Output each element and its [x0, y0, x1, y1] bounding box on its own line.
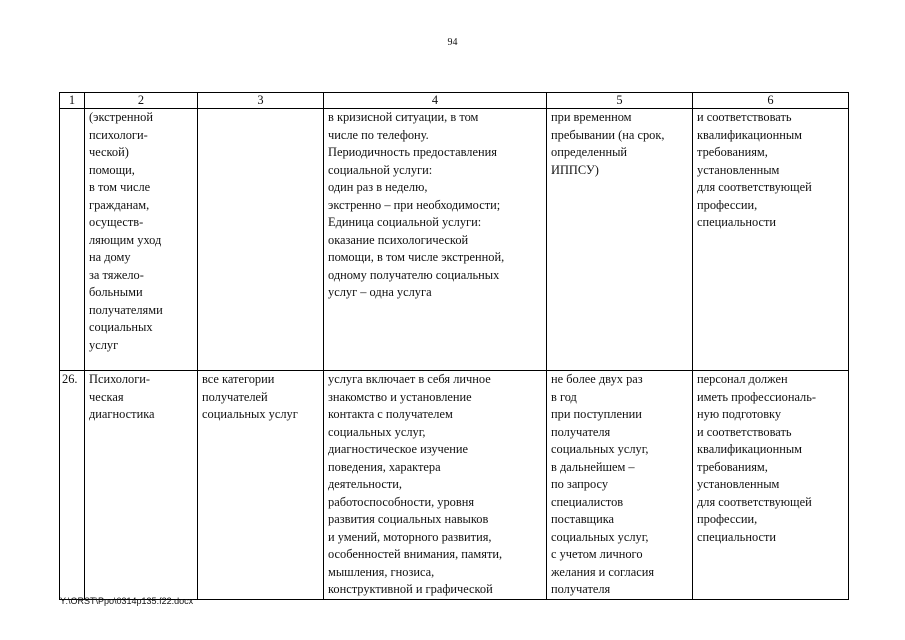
header-col-2: 2	[85, 93, 198, 109]
description-cell: услуга включает в себя личное знакомство и установление контакта с получателем социальных услуг, диагностическое изучение поведения, характера деятельности, работоспособности, уровня развития социальных навыков и умений, моторного развития, особенностей внимания, памяти, мышления, гнозиса, конструктивной и графической	[324, 371, 547, 600]
header-col-5: 5	[547, 93, 693, 109]
timing-cell: при временном пребывании (на срок, определенный ИППСУ)	[547, 109, 693, 371]
page-number: 94	[447, 37, 458, 48]
recipients-cell	[198, 109, 324, 371]
service-name-cell: (экстренной психологи- ческой) помощи, в том числе гражданам, осуществ- ляющим уход на дому за тяжело- больными получателями социальных услуг	[85, 109, 198, 371]
service-name-cell: Психологи- ческая диагностика	[85, 371, 198, 600]
services-table	[59, 92, 849, 600]
table-row	[60, 109, 849, 371]
row-number-cell	[60, 109, 85, 371]
file-path-footer: Y:\ORST\Ppo\0314p135.f22.docx	[60, 596, 194, 606]
table-header-row	[60, 93, 849, 109]
requirements-cell: и соответствовать квалификационным требованиям, установленным для соответствующей профессии, специальности	[693, 109, 849, 371]
row-number-cell: 26.	[60, 371, 85, 600]
header-col-6: 6	[693, 93, 849, 109]
timing-cell: не более двух раз в год при поступлении получателя социальных услуг, в дальнейшем – по запросу специалистов поставщика социальных услуг, с учетом личного желания и согласия получателя	[547, 371, 693, 600]
description-cell: в кризисной ситуации, в том числе по телефону. Периодичность предоставления социальной услуги: один раз в неделю, экстренно – при необходимости; Единица социальной услуги: оказание психологической помощи, в том числе экстренной, одному получателю социальных услуг – одна услуга	[324, 109, 547, 371]
header-col-1: 1	[60, 93, 85, 109]
header-col-4: 4	[324, 93, 547, 109]
recipients-cell: все категории получателей социальных услуг	[198, 371, 324, 600]
requirements-cell: персонал должен иметь профессиональ- ную подготовку и соответствовать квалификационным требованиям, установленным для соответствующей профессии, специальности	[693, 371, 849, 600]
header-col-3: 3	[198, 93, 324, 109]
table-row	[60, 371, 849, 600]
